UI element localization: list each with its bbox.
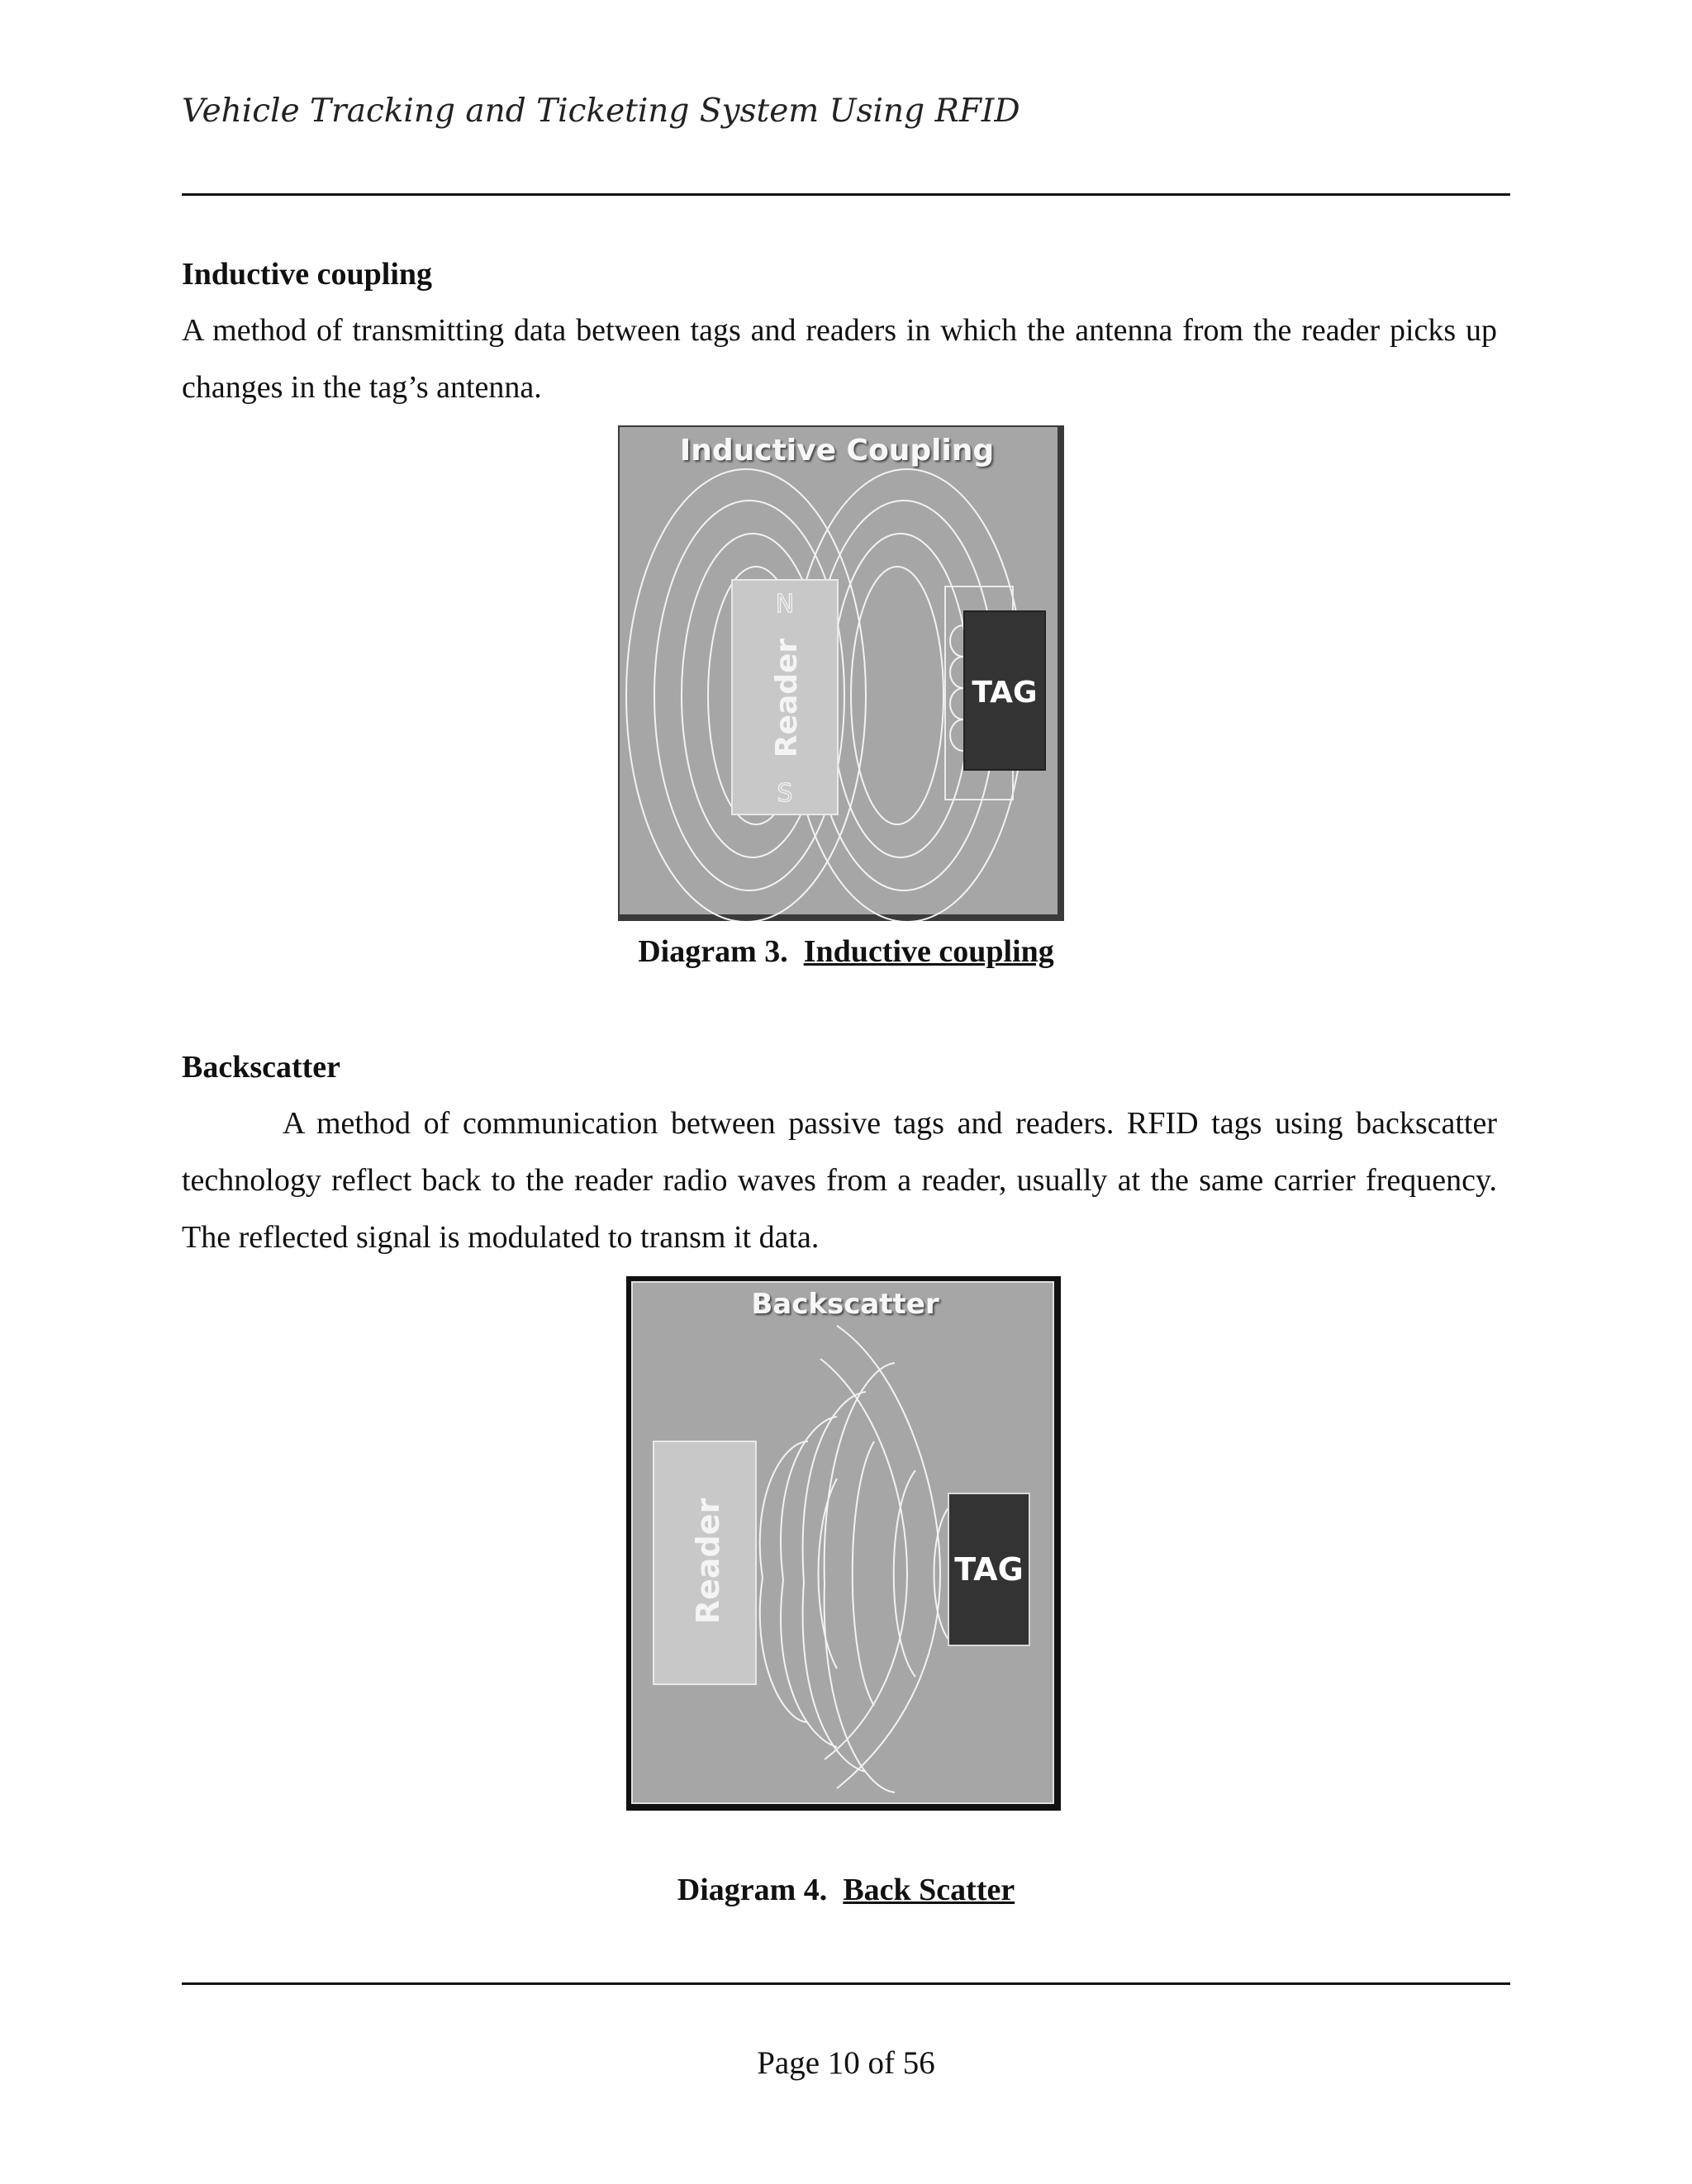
pole-north-label: N [775,590,795,619]
diagram-title: Backscatter [751,1288,939,1321]
header-rule [182,193,1510,196]
tag-label: TAG [972,676,1038,710]
inductive-coupling-diagram [618,425,1064,921]
reader-label: Reader [770,638,804,758]
reader-label: Reader [690,1498,726,1625]
diagram-4-caption [0,1872,1692,1908]
section-heading-inductive-coupling: Inductive coupling [182,257,433,292]
tag-label: TAG [954,1551,1024,1588]
caption-number: Diagram 3. [638,934,788,969]
section-paragraph-inductive-coupling: A method of transmitting data between tags and readers in which the antenna from the reader picks up changes in the tag’s antenna. [182,313,1497,405]
section-heading-backscatter: Backscatter [182,1050,341,1085]
pole-south-label: S [777,779,793,808]
caption-number: Diagram 4. [677,1873,828,1907]
diagram-3-caption [0,933,1692,970]
backscatter-diagram [626,1276,1061,1811]
footer-rule [182,1982,1510,1985]
caption-title: Back Scatter [843,1873,1015,1907]
diagram-title: Inductive Coupling [679,434,995,468]
page-number: Page 10 of 56 [757,2045,935,2081]
caption-title: Inductive coupling [803,934,1054,969]
section-paragraph-backscatter: A method of communication between passive tags and readers. RFID tags using backscatter technology reflect back to the reader radio waves from a reader, usually at the same carrier frequency. The reflected signal is modulated to transm it data. [182,1106,1497,1255]
running-header: Vehicle Tracking and Ticketing System Using RFID [182,93,1020,130]
